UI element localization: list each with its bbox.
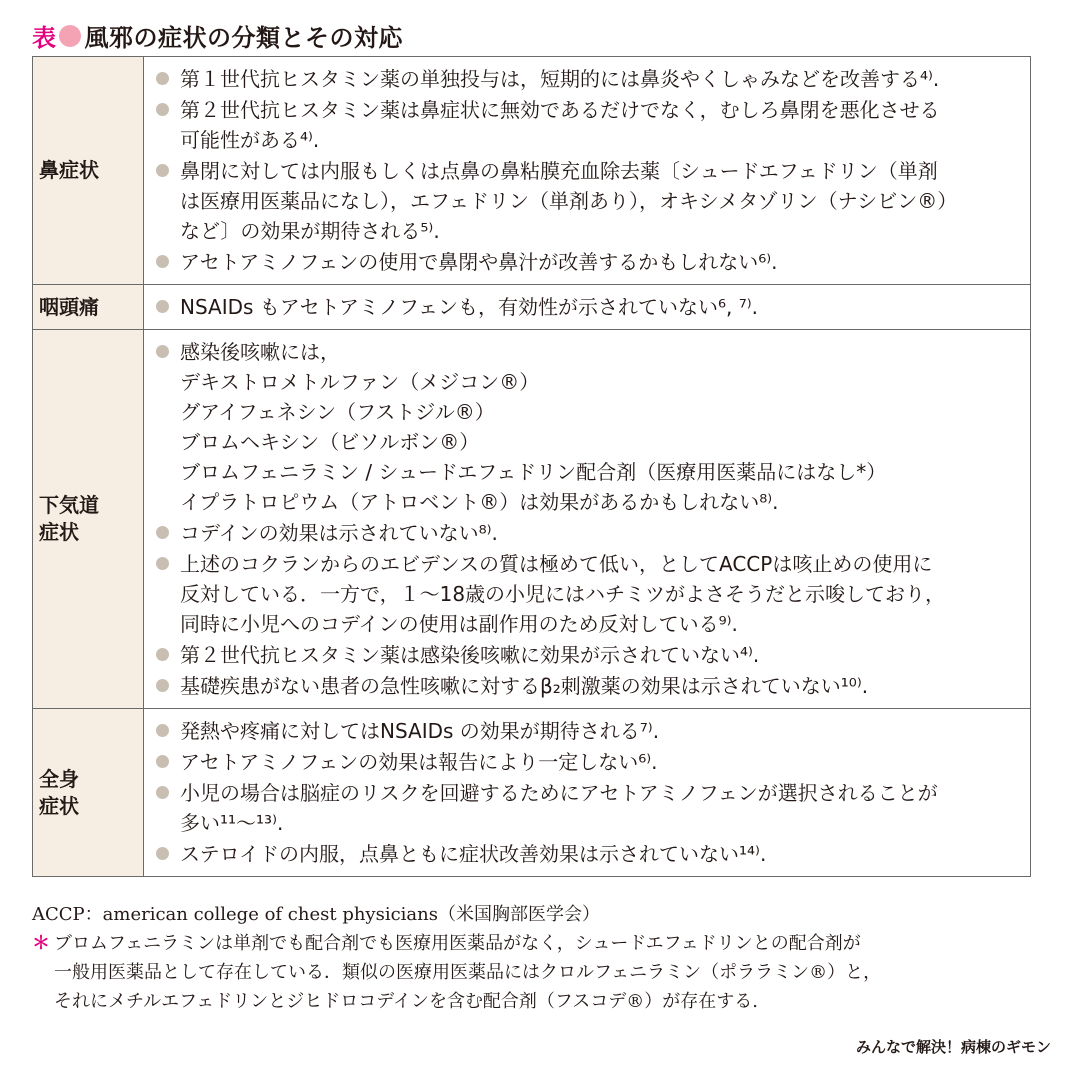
- list-item: [154, 64, 1024, 94]
- category-cell: [33, 330, 144, 709]
- list-item: [154, 549, 1024, 639]
- table-row: [33, 285, 1031, 330]
- series-footer: みんなで解決！病棟のギモン: [855, 1038, 1051, 1056]
- list-item: [154, 671, 1024, 701]
- content-cell: [144, 285, 1031, 330]
- table-row: [33, 709, 1031, 877]
- list-item: [154, 747, 1024, 777]
- abbrev-note: ACCP：american college of chest physicians（米国胸部医学会）: [32, 904, 600, 925]
- list-item-text: 発熱や疼痛に対してはNSAIDs の効果が期待される⁷⁾.: [180, 719, 660, 743]
- title-dot-icon: [59, 25, 81, 47]
- content-cell: [144, 330, 1031, 709]
- list-item: [154, 839, 1024, 869]
- table-title: [32, 18, 403, 53]
- bullet-icon: [156, 164, 169, 177]
- bullet-icon: [156, 345, 169, 358]
- asterisk-note: [32, 929, 1042, 1016]
- list-item: [154, 156, 1024, 246]
- list-item-text: コデインの効果は示されていない⁸⁾.: [180, 521, 498, 545]
- bullet-icon: [156, 786, 169, 799]
- category-label: 下気道 症状: [39, 493, 99, 544]
- bullet-icon: [156, 557, 169, 570]
- list-item: [154, 247, 1024, 277]
- list-item-text: 鼻閉に対しては内服もしくは点鼻の鼻粘膜充血除去薬〔シュードエフェドリン（単剤 は医療用医薬品になし），エフェドリン（単剤あり），オキシメタゾリン（ナシビン®） など〕の効果が期待される⁵⁾.: [180, 159, 958, 243]
- bullet-icon: [156, 526, 169, 539]
- table-row: [33, 57, 1031, 285]
- list-item: [154, 640, 1024, 670]
- table-title-text: 風邪の症状の分類とその対応: [84, 24, 403, 52]
- list-item-text: アセトアミノフェンの効果は報告により一定しない⁶⁾.: [180, 750, 658, 774]
- category-label: 咽頭痛: [39, 294, 99, 319]
- category-label: 全身 症状: [39, 766, 79, 818]
- list-item: [154, 292, 1024, 322]
- symptom-table: [32, 56, 1031, 877]
- bullet-icon: [156, 847, 169, 860]
- list-item: [154, 778, 1024, 838]
- footnotes: [32, 900, 1042, 1016]
- list-item-text: 基礎疾患がない患者の急性咳嗽に対するβ₂刺激薬の効果は示されていない¹⁰⁾.: [180, 674, 869, 698]
- category-cell: [33, 285, 144, 330]
- content-cell: [144, 709, 1031, 877]
- bullet-icon: [156, 755, 169, 768]
- table-label: 表: [32, 24, 57, 52]
- bullet-icon: [156, 103, 169, 116]
- category-label: 鼻症状: [39, 158, 99, 182]
- category-cell: [33, 709, 144, 877]
- content-cell: [144, 57, 1031, 285]
- list-item-text: NSAIDs もアセトアミノフェンも，有効性が示されていない⁶, ⁷⁾.: [180, 295, 759, 319]
- list-item-text: 小児の場合は脳症のリスクを回避するためにアセトアミノフェンが選択されることが 多い¹¹～¹³⁾.: [180, 781, 938, 835]
- list-item: [154, 95, 1024, 155]
- bullet-icon: [156, 300, 169, 313]
- bullet-icon: [156, 724, 169, 737]
- list-item-text: 上述のコクランからのエビデンスの質は極めて低い，としてACCPは咳止めの使用に 反対している．一方で，１～18歳の小児にはハチミツがよさそうだと示唆しており， 同時に小児へのコデインの使用は副作用のため反対している⁹⁾.: [180, 552, 946, 636]
- table-row: [33, 330, 1031, 709]
- bullet-icon: [156, 679, 169, 692]
- list-item-text: 第２世代抗ヒスタミン薬は鼻症状に無効であるだけでなく，むしろ鼻閉を悪化させる 可能性がある⁴⁾.: [180, 98, 940, 152]
- list-item: [154, 716, 1024, 746]
- category-cell: [33, 57, 144, 285]
- asterisk-icon: ＊: [32, 933, 50, 954]
- bullet-icon: [156, 648, 169, 661]
- bullet-icon: [156, 72, 169, 85]
- list-item-text: 感染後咳嗽には， デキストロメトルファン（メジコン®） グアイフェネシン（フストジル®） ブロムヘキシン（ビソルボン®） ブロムフェニラミン / シュードエフェドリン配合剤（医療用医薬品にはなし*） イプラトロピウム（アトロベント®）は効果があるかもしれない⁸⁾.: [180, 340, 887, 514]
- list-item: [154, 518, 1024, 548]
- list-item-text: 第２世代抗ヒスタミン薬は感染後咳嗽に効果が示されていない⁴⁾.: [180, 643, 760, 667]
- list-item-text: アセトアミノフェンの使用で鼻閉や鼻汁が改善するかもしれない⁶⁾.: [180, 250, 778, 274]
- asterisk-note-text: ブロムフェニラミンは単剤でも配合剤でも医療用医薬品がなく，シュードエフェドリンとの配合剤が 一般用医薬品として存在している．類似の医療用医薬品にはクロルフェニラミン（ポララミン®）と， それにメチルエフェドリンとジヒドロコデインを含む配合剤（フスコデ®）が存在する.: [54, 933, 882, 1012]
- list-item: [154, 337, 1024, 517]
- bullet-icon: [156, 255, 169, 268]
- list-item-text: ステロイドの内服，点鼻ともに症状改善効果は示されていない¹⁴⁾.: [180, 842, 767, 866]
- list-item-text: 第１世代抗ヒスタミン薬の単独投与は，短期的には鼻炎やくしゃみなどを改善する⁴⁾.: [180, 67, 940, 91]
